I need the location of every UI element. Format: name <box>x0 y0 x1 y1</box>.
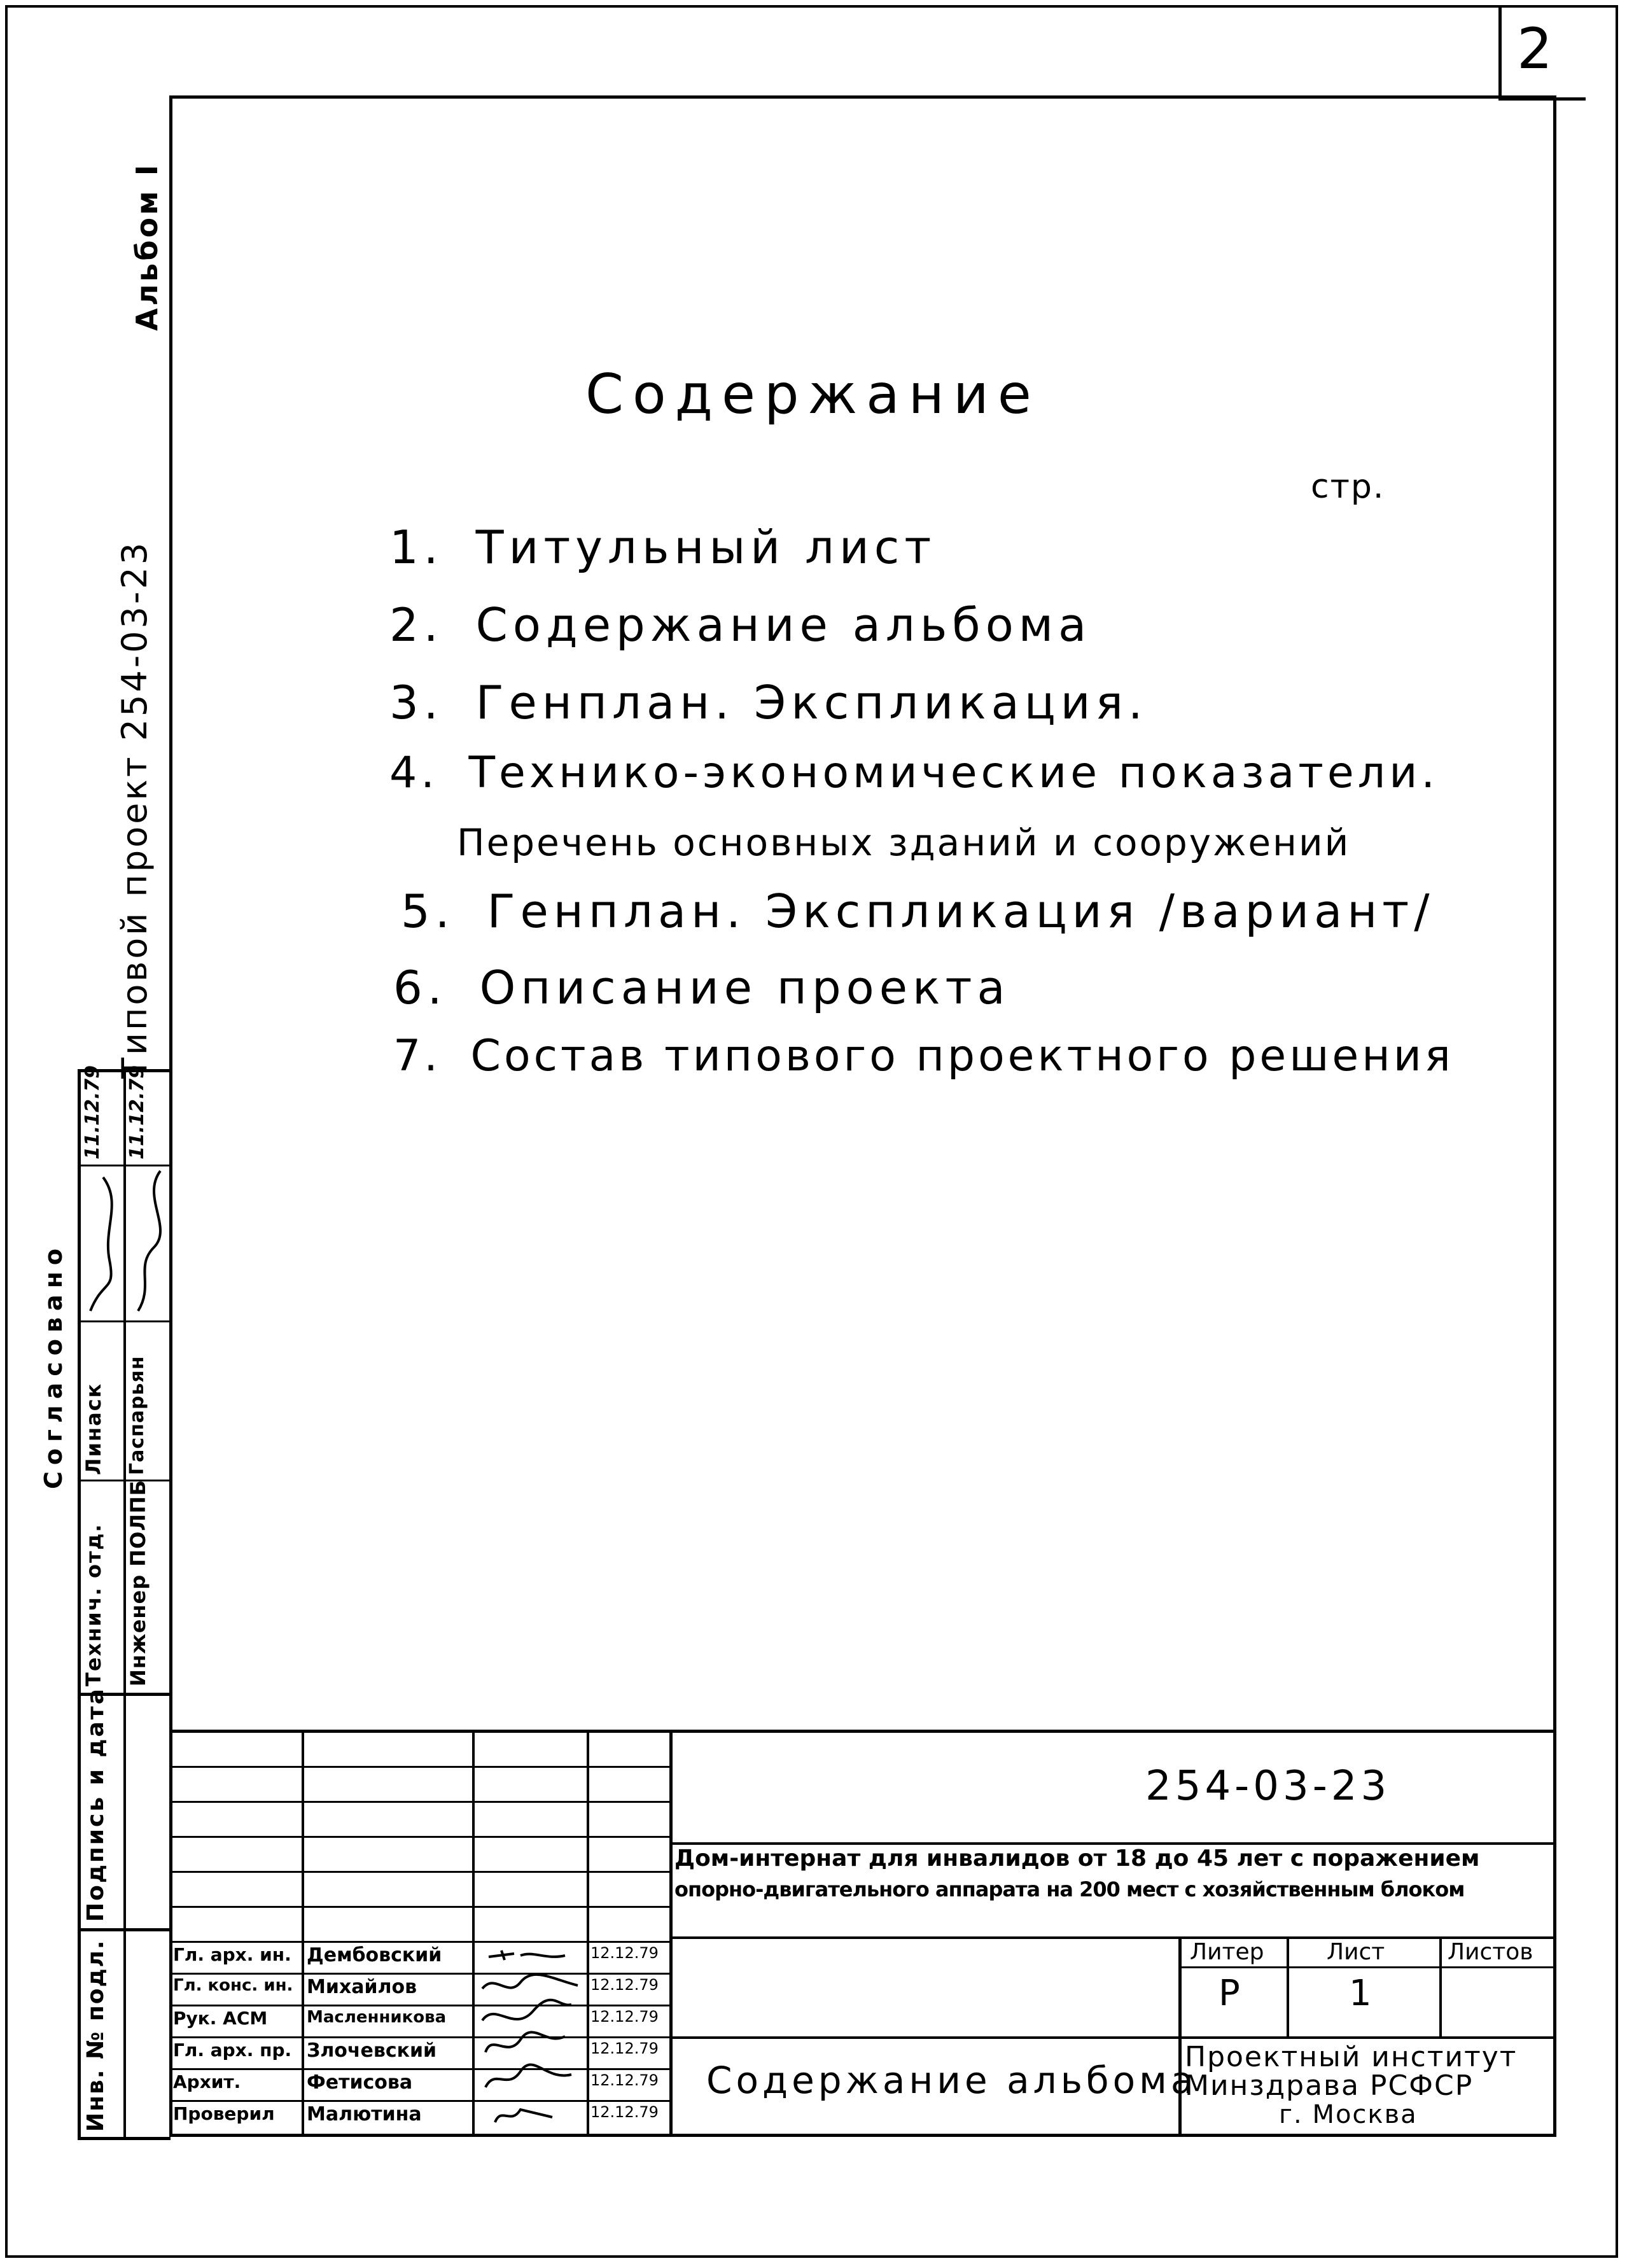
agreed-name-2: Гаспарьян <box>126 1355 148 1475</box>
toc-item-text: Состав типового проектного решения <box>470 1031 1454 1081</box>
stamp-hline-right-2 <box>669 1936 1556 1939</box>
stamp-top-line <box>169 1730 1556 1733</box>
signer-role: Гл. конс. ин. <box>173 1976 293 1995</box>
stamp-hline-k <box>169 2100 672 2102</box>
margin-inventory: Инв. № подл. <box>83 1939 109 2132</box>
stamp-litera-label: Литер <box>1190 1939 1264 1965</box>
margin-line-divider2 <box>78 1928 171 1931</box>
stamp-list-label: Лист <box>1327 1939 1385 1965</box>
signer-role: Проверил <box>173 2103 275 2124</box>
stamp-vline-3 <box>587 1730 589 2137</box>
signer-date: 12.12.79 <box>590 1944 659 1962</box>
toc-item-text: Перечень основных зданий и сооружений <box>457 821 1351 864</box>
toc-item-num: 5. <box>401 885 455 938</box>
stamp-hline-right-1 <box>669 1842 1556 1845</box>
signer-signatures <box>476 1938 585 2135</box>
stamp-vline-2 <box>472 1730 475 2137</box>
stamp-object-line1: Дом-интернат для инвалидов от 18 до 45 лет с поражением <box>674 1845 1480 1872</box>
toc-item-2 <box>389 598 1091 652</box>
toc-item-1 <box>389 521 936 574</box>
page-column-label: стр. <box>1311 468 1385 506</box>
stamp-hline-c <box>169 1836 672 1838</box>
signer-name: Масленникова <box>307 2008 447 2027</box>
stamp-hline-a <box>169 1766 672 1768</box>
stamp-hline-h <box>169 2005 672 2006</box>
toc-item-3 <box>389 676 1148 729</box>
side-project-title: Типовой проект 254-03-23 <box>115 540 155 1079</box>
signer-date: 12.12.79 <box>590 1976 659 1994</box>
toc-item-text: Титульный лист <box>475 521 937 574</box>
toc-item-4-cont <box>457 821 1350 864</box>
signer-role: Архит. <box>173 2071 241 2092</box>
agreed-date-2: 11.12.79 <box>126 1065 148 1159</box>
signer-role: Гл. арх. пр. <box>173 2040 292 2061</box>
toc-item-5 <box>401 885 1434 938</box>
album-label: Альбом I <box>130 162 164 331</box>
signer-date: 12.12.79 <box>590 2040 659 2057</box>
toc-item-text: Генплан. Экспликация /вариант/ <box>487 885 1435 938</box>
page-title: Содержание <box>585 363 1040 426</box>
toc-item-6 <box>393 961 1010 1014</box>
toc-item-7 <box>393 1031 1454 1081</box>
signer-name: Дембовский <box>307 1944 442 1966</box>
agreed-signatures <box>78 1165 171 1324</box>
stamp-hline-d <box>169 1871 672 1873</box>
stamp-institute-line1: Проектный институт <box>1185 2041 1518 2073</box>
toc-item-text: Технико-экономические показатели. <box>468 748 1439 798</box>
toc-item-num: 2. <box>389 598 443 652</box>
stamp-sheet-title: Содержание альбома <box>706 2059 1198 2102</box>
stamp-institute-line3: г. Москва <box>1279 2100 1418 2129</box>
signer-date: 12.12.79 <box>590 2071 659 2089</box>
stamp-hline-f <box>169 1941 672 1943</box>
stamp-hline-right-3 <box>669 2036 1556 2039</box>
stamp-institute-line2: Минздрава РСФСР <box>1185 2069 1474 2102</box>
signer-name: Злочевский <box>307 2040 437 2062</box>
stamp-hline-j <box>169 2068 672 2070</box>
signer-date: 12.12.79 <box>590 2008 659 2026</box>
toc-item-text: Описание проекта <box>479 961 1010 1014</box>
toc-item-num: 1. <box>389 521 443 574</box>
signer-role: Рук. АСМ <box>173 2008 268 2029</box>
toc-item-num: 7. <box>393 1031 441 1081</box>
toc-item-4 <box>389 748 1439 798</box>
stamp-hline-b <box>169 1801 672 1803</box>
toc-item-num: 3. <box>389 676 443 729</box>
stamp-list-value: 1 <box>1349 1973 1372 2014</box>
stamp-hline-i <box>169 2036 672 2038</box>
agreed-role-2: Инженер ПОЛПБ <box>126 1479 150 1686</box>
stamp-hline-e <box>169 1906 672 1908</box>
stamp-vline-1 <box>302 1730 304 2137</box>
signer-role: Гл. арх. ин. <box>173 1944 291 1965</box>
stamp-vline-right-3 <box>1439 1936 1442 2036</box>
toc-item-text: Содержание альбома <box>475 598 1092 652</box>
signer-name: Фетисова <box>307 2071 413 2094</box>
stamp-litera-value: Р <box>1219 1973 1240 2014</box>
stamp-listov-label: Листов <box>1448 1939 1533 1965</box>
stamp-vline-4 <box>669 1730 673 2137</box>
margin-signature-date: Подпись и дата <box>83 1687 109 1922</box>
signer-name: Малютина <box>307 2103 422 2125</box>
stamp-object-line2: опорно-двигательного аппарата на 200 мест с хозяйственным блоком <box>674 1877 1465 1901</box>
stamp-vline-right-2 <box>1287 1936 1289 2036</box>
toc-item-text: Генплан. Экспликация. <box>475 676 1148 729</box>
stamp-hline-litera <box>1178 1966 1556 1968</box>
agreed-line-h3 <box>78 1480 171 1481</box>
margin-line-bottom <box>78 2137 171 2140</box>
signer-name: Михайлов <box>307 1976 417 1998</box>
stamp-doc-code: 254-03-23 <box>1145 1763 1391 1810</box>
toc-item-num: 6. <box>393 961 447 1014</box>
toc-item-num: 4. <box>389 748 438 798</box>
agreed-header: Согласовано <box>39 1242 67 1489</box>
agreed-date-1: 11.12.79 <box>81 1065 104 1159</box>
agreed-name-1: Линаск <box>81 1382 106 1475</box>
signer-date: 12.12.79 <box>590 2103 659 2121</box>
agreed-role-1: Технич. отд. <box>81 1523 106 1686</box>
stamp-hline-g <box>169 1973 672 1975</box>
sheet-number: 2 <box>1517 16 1554 81</box>
